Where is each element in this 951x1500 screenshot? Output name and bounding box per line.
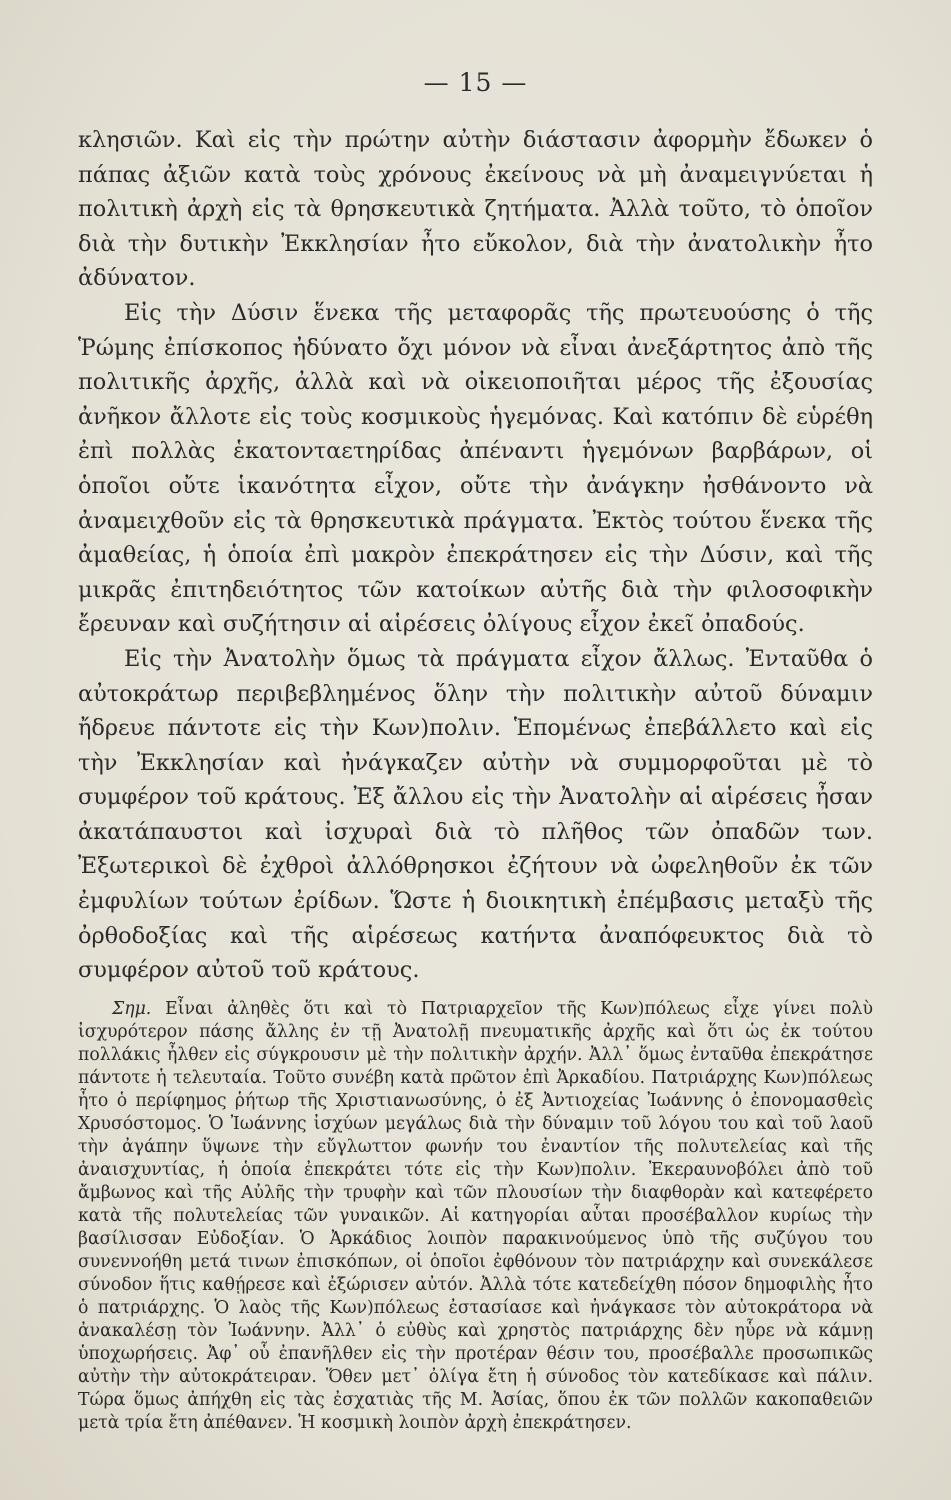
paragraph-2: Εἰς τὴν Δύσιν ἕνεκα τῆς μεταφορᾶς τῆς πρωτευούσης ὁ τῆς Ῥώμης ἐπίσκοπος ἠδύνατο ὄχι μόνον νὰ εἶναι ἀνεξάρτητος ἀπὸ τῆς πολιτικῆς ἀρχῆς, ἀλλὰ καὶ νὰ οἰκειοποιῆται μέρος τῆς ἐξουσίας ἀνῆκον ἄλλοτε εἰς τοὺς κοσμικοὺς ἡγεμόνας. Καὶ κατόπιν δὲ εὑρέθη ἐπὶ πολλὰς ἑκατονταετηρίδας ἀπέναντι ἡγεμόνων βαρβάρων, οἱ ὁποῖοι οὔτε ἱκανότητα εἶχον, οὔτε τὴν ἀνάγκην ἠσθάνοντο νὰ ἀναμειχθοῦν εἰς τὰ θρησκευτικὰ πράγματα. Ἐκτὸς τούτου ἕνεκα τῆς ἀμαθείας, ἡ ὁποία ἐπὶ μακρὸν ἐπεκράτησεν εἰς τὴν Δύσιν, καὶ τῆς μικρᾶς ἐπιτηδειότητος τῶν κατοίκων αὐτῆς διὰ τὴν φιλοσοφικὴν ἔρευναν καὶ συζήτησιν αἱ αἱρέσεις ὀλίγους εἶχον ἐκεῖ ὀπαδούς. — [78, 299, 873, 638]
page-number: — 15 — — [423, 68, 528, 97]
paragraph-1: κλησιῶν. Καὶ εἰς τὴν πρώτην αὐτὴν διάστασιν ἀφορμὴν ἔδωκεν ὁ πάπας ἀξιῶν κατὰ τοὺς χρόνους ἐκείνους νὰ μὴ ἀναμειγνύεται ἡ πολιτικὴ ἀρχὴ εἰς τὰ θρησκευτικὰ ζητήματα. Ἀλλὰ τοῦτο, τὸ ὁποῖον διὰ τὴν δυτικὴν Ἐκκλησίαν ἦτο εὔκολον, διὰ τὴν ἀνατολικὴν ἦτο ἀδύνατον. — [78, 127, 873, 292]
footnote-paragraph — [78, 998, 873, 1435]
footnote-mark: Σημ. — [112, 998, 152, 1019]
footnote — [78, 998, 873, 1435]
footnote-text: Εἶναι ἀληθὲς ὅτι καὶ τὸ Πατριαρχεῖον τῆς Κων)πόλεως εἶχε γίνει πολὺ ἰσχυρότερον πάσης ἄλλης ἐν τῇ Ἀνατολῇ πνευματικῆς ἀρχῆς καὶ ὅτι ὡς ἐκ τούτου πολλάκις ἦλθεν εἰς σύγκρουσιν μὲ τὴν πολιτικὴν ἀρχήν. Ἀλλ᾽ ὅμως ἐνταῦθα ἐπεκράτησε πάντοτε ἡ τελευταία. Τοῦτο συνέβη κατὰ πρῶτον ἐπὶ Ἀρκαδίου. Πατριάρχης Κων)πόλεως ἦτο ὁ περίφημος ῥήτωρ τῆς Χριστιανωσύνης, ὁ ἐξ Ἀντιοχείας Ἰωάννης ὁ ἐπονομασθεὶς Χρυσόστομος. Ὁ Ἰωάννης ἰσχύων μεγάλως διὰ τὴν δύναμιν τοῦ λόγου του καὶ τοῦ λαοῦ τὴν ἀγάπην ὕψωνε τὴν εὔγλωττον φωνήν του ἐναντίον τῆς πολυτελείας καὶ τῆς ἀναισχυντίας, ἡ ὁποία ἐπεκράτει τότε εἰς τὴν Κων)πολιν. Ἐκεραυνοβόλει ἀπὸ τοῦ ἄμβωνος καὶ τῆς Αὐλῆς τὴν τρυφὴν καὶ τῶν πλουσίων τὴν διαφθορὰν καὶ κατεφέρετο κατὰ τῆς πολυτελείας τῶν γυναικῶν. Αἱ κατηγορίαι αὗται προσέβαλλον κυρίως τὴν βασίλισσαν Εὐδοξίαν. Ὁ Ἀρκάδιος λοιπὸν παρακινούμενος ὑπὸ τῆς συζύγου του συνεννοήθη μετά τινων ἐπισκόπων, οἱ ὁποῖοι ἐφθόνουν τὸν πατριάρχην καὶ συνεκάλεσε σύνοδον ἥτις καθῄρεσε καὶ ἐξώρισεν αὐτόν. Ἀλλὰ τότε κατεδείχθη πόσον δημοφιλὴς ἦτο ὁ πατριάρχης. Ὁ λαὸς τῆς Κων)πόλεως ἐστασίασε καὶ ἠνάγκασε τὸν αὐτοκράτορα νὰ ἀνακαλέσῃ τὸν Ἰωάννην. Ἀλλ᾽ ὁ εὐθὺς καὶ χρηστὸς πατριάρχης δὲν ηὗρε νὰ κάμνῃ ὑποχωρήσεις. Ἀφ᾽ οὗ ἐπανῆλθεν εἰς τὴν προτέραν θέσιν του, προσέβαλλε προσωπικῶς αὐτὴν τὴν αὐτοκράτειραν. Ὅθεν μετ᾽ ὀλίγα ἔτη ἡ σύνοδος τὸν κατεδίκασε καὶ πάλιν. Τώρα ὅμως ἀπήχθη εἰς τὰς ἐσχατιὰς τῆς Μ. Ἀσίας, ὅπου ἐκ τῶν πολλῶν κακοπαθειῶν μετὰ τρία ἔτη ἀπέθανεν. Ἡ κοσμικὴ λοιπὸν ἀρχὴ ἐπεκράτησεν. — [78, 998, 873, 1433]
paragraph-3: Εἰς τὴν Ἀνατολὴν ὅμως τὰ πράγματα εἶχον ἄλλως. Ἐνταῦθα ὁ αὐτοκράτωρ περιβεβλημένος ὅλην τὴν πολιτικὴν αὐτοῦ δύναμιν ἤδρευε πάντοτε εἰς τὴν Κων)πολιν. Ἑπομένως ἐπεβάλλετο καὶ εἰς τὴν Ἐκκλησίαν καὶ ἠνάγκαζεν αὐτὴν νὰ συμμορφοῦται μὲ τὸ συμφέρον τοῦ κράτους. Ἐξ ἄλλου εἰς τὴν Ἀνατολὴν αἱ αἱρέσεις ἦσαν ἀκατάπαυστοι καὶ ἰσχυραὶ διὰ τὸ πλῆθος τῶν ὀπαδῶν των. Ἐξωτερικοὶ δὲ ἐχθροὶ ἀλλόθρησκοι ἐζήτουν νὰ ὠφεληθοῦν ἐκ τῶν ἐμφυλίων τούτων ἐρίδων. Ὥστε ἡ διοικητικὴ ἐπέμβασις μεταξὺ τῆς ὀρθοδοξίας καὶ τῆς αἱρέσεως κατήντα ἀναπόφευκτος διὰ τὸ συμφέρον αὐτοῦ τοῦ κράτους. — [78, 645, 873, 984]
body-text — [78, 123, 873, 988]
